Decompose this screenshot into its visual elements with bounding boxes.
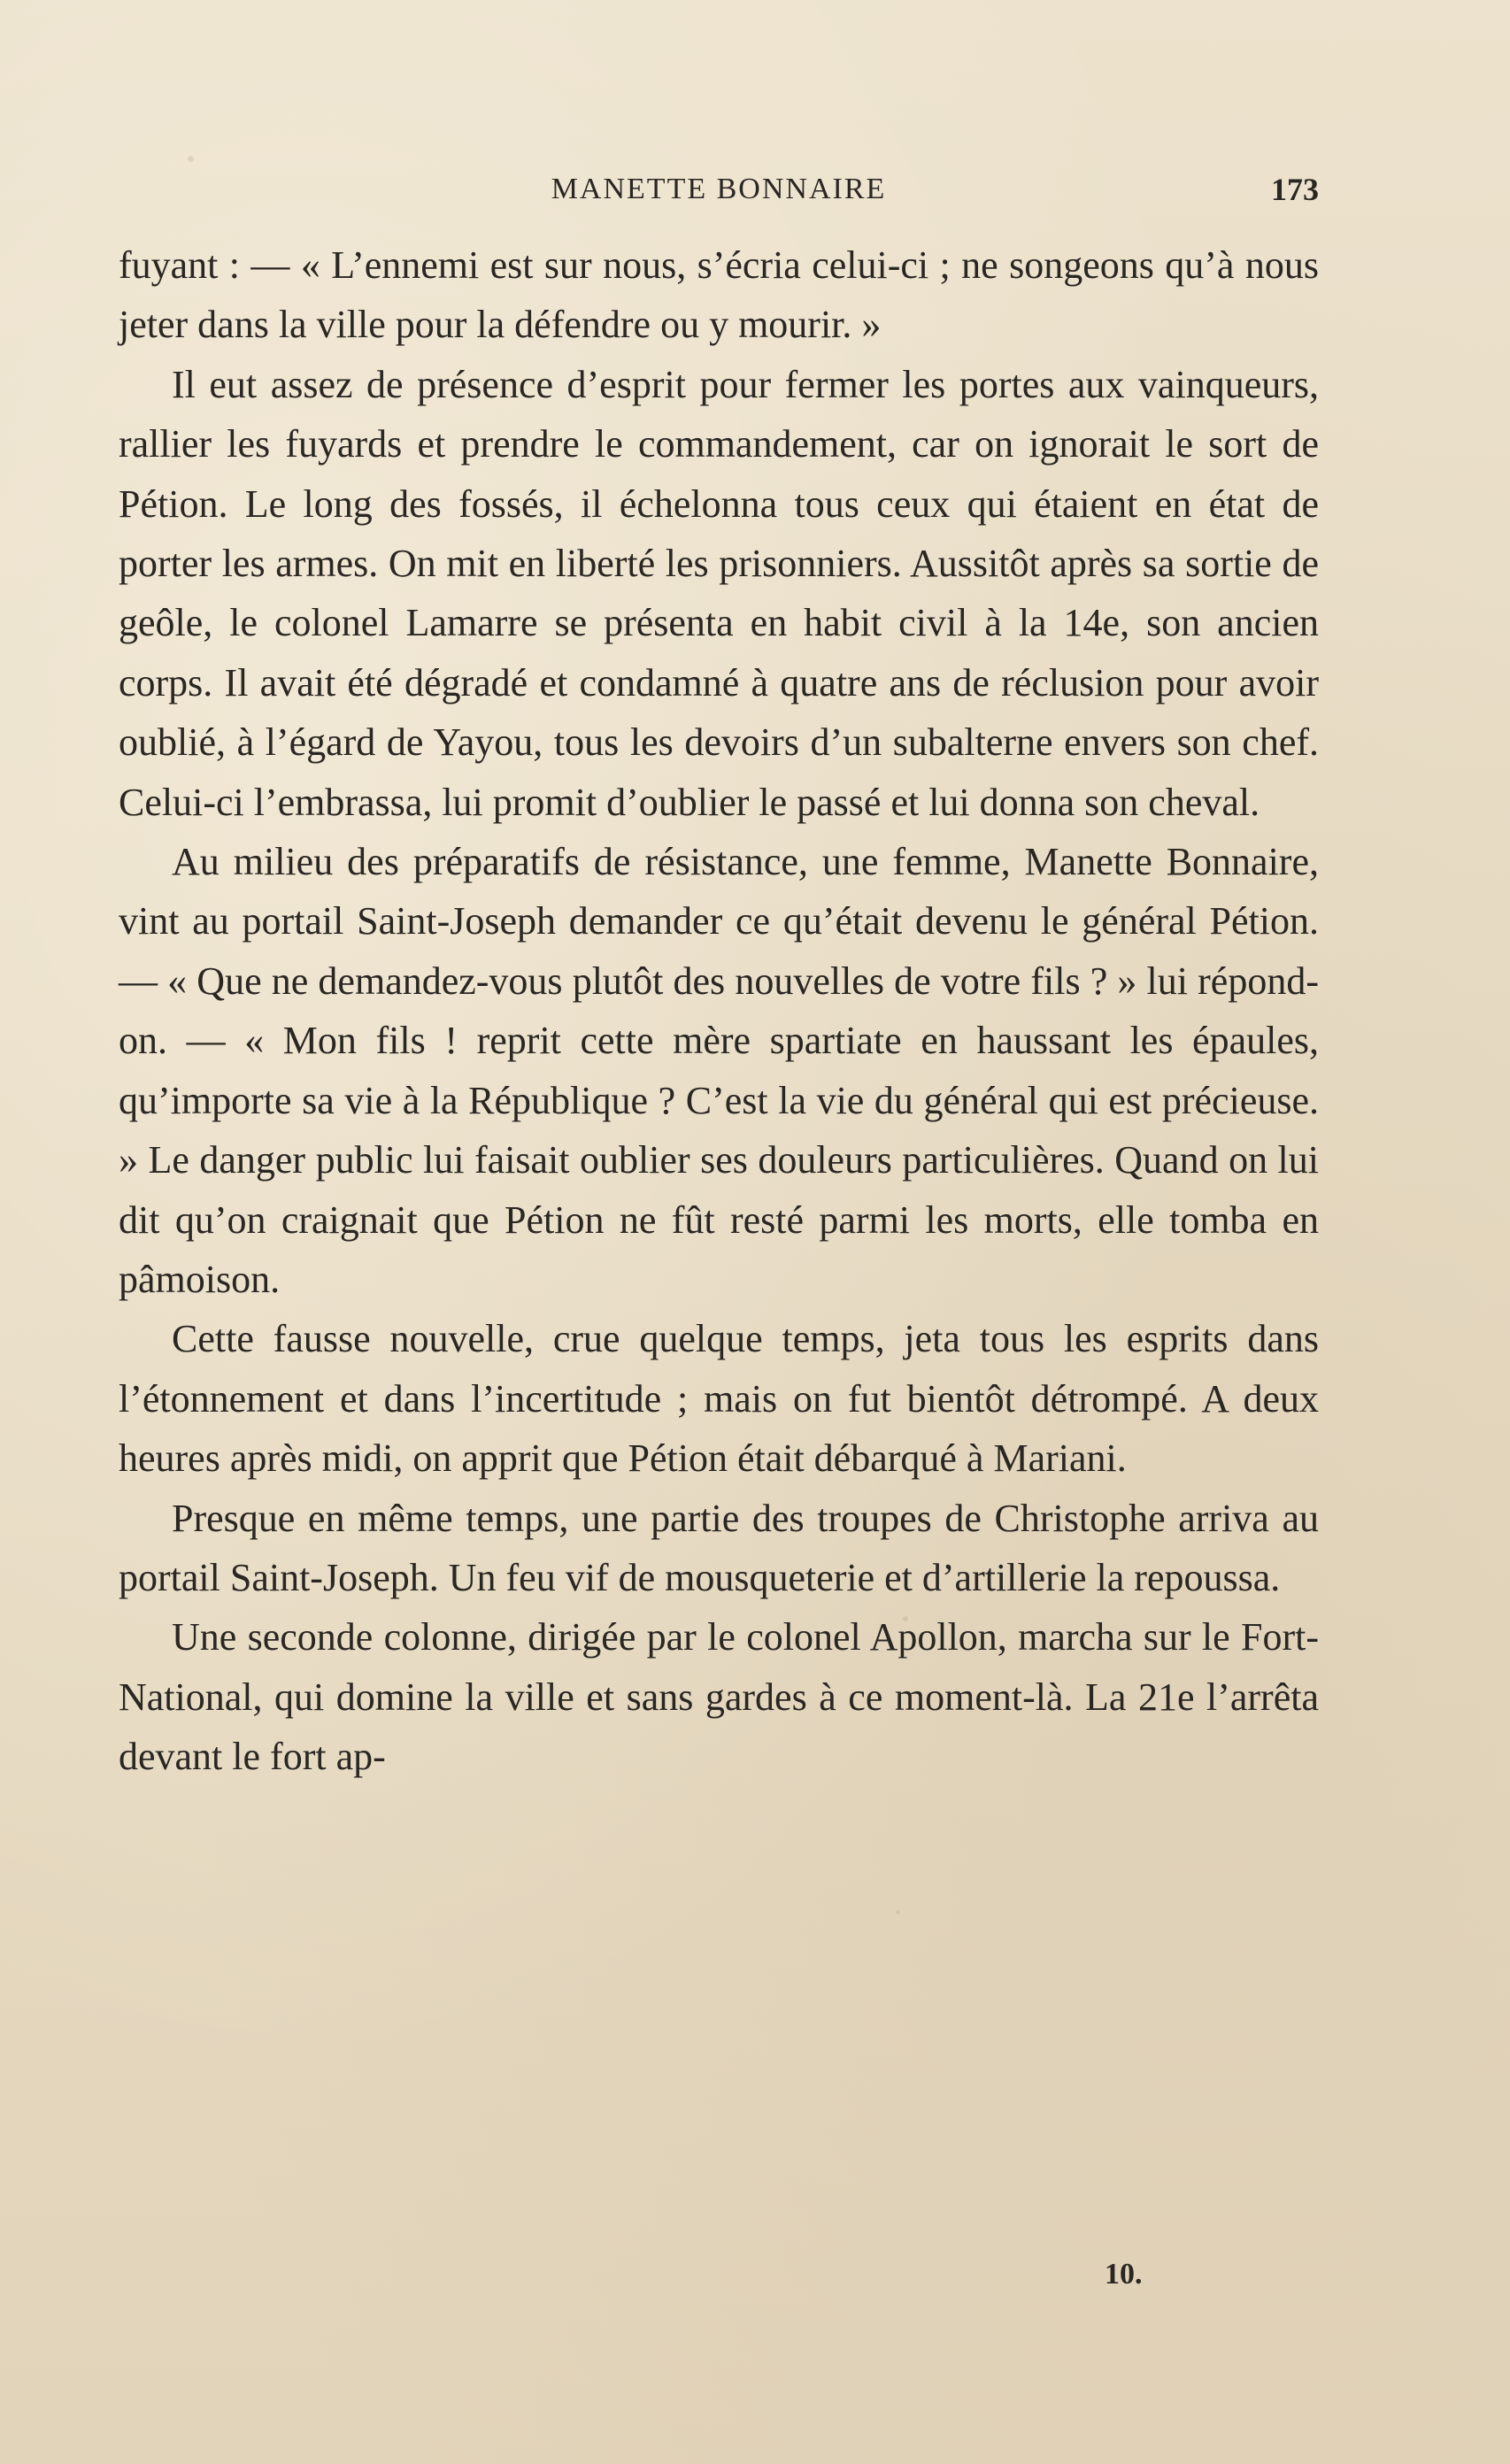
paragraph: Presque en même temps, une partie des troupes de Christophe arriva au portail Saint-Joseph. Un feu vif de mousqueterie et d’artillerie la repoussa. [119, 1496, 1319, 1599]
paragraph: Une seconde colonne, dirigée par le colonel Apollon, marcha sur le Fort-National, qui domine la ville et sans gardes à ce moment-là. La 21e l’arrêta devant le fort ap- [119, 1615, 1319, 1779]
page-header [119, 168, 1319, 211]
foxing-spot [896, 1910, 900, 1914]
paragraph: Cette fausse nouvelle, crue quelque temps, jeta tous les esprits dans l’étonnement et dans l’incertitude ; mais on fut bientôt détrompé. A deux heures après midi, on apprit que Pétion était débarqué à Mariani. [119, 1317, 1319, 1481]
running-title: MANETTE BONNAIRE [551, 173, 887, 205]
page-number: 173 [1271, 172, 1319, 207]
signature-mark: 10. [1105, 2258, 1143, 2291]
paragraph: Au milieu des préparatifs de résistance, une femme, Manette Bonnaire, vint au portail Saint-Joseph demander ce qu’était devenu le général Pétion. — « Que ne demandez-vous plutôt des nouvelles de votre fils ? » lui répond-on. — « Mon fils ! reprit cette mère spartiate en haussant les épaules, qu’importe sa vie à la République ? C’est la vie du général qui est précieuse. » Le danger public lui faisait oublier ses douleurs particulières. Quand on lui dit qu’on craignait que Pétion ne fût resté parmi les morts, elle tomba en pâmoison. [119, 840, 1319, 1301]
body-text [119, 235, 1319, 1787]
paragraph: fuyant : — « L’ennemi est sur nous, s’écria celui-ci ; ne songeons qu’à nous jeter dans la ville pour la défendre ou y mourir. » [119, 243, 1319, 347]
foxing-spot [188, 156, 194, 162]
paragraph: Il eut assez de présence d’esprit pour fermer les portes aux vainqueurs, rallier les fuyards et prendre le commandement, car on ignorait le sort de Pétion. Le long des fossés, il échelonna tous ceux qui étaient en état de porter les armes. On mit en liberté les prisonniers. Aussitôt après sa sortie de geôle, le colonel Lamarre se présenta en habit civil à la 14e, son ancien corps. Il avait été dégradé et condamné à quatre ans de réclusion pour avoir oublié, à l’égard de Yayou, tous les devoirs d’un subalterne envers son chef. Celui-ci l’embrassa, lui promit d’oublier le passé et lui donna son cheval. [119, 362, 1319, 824]
